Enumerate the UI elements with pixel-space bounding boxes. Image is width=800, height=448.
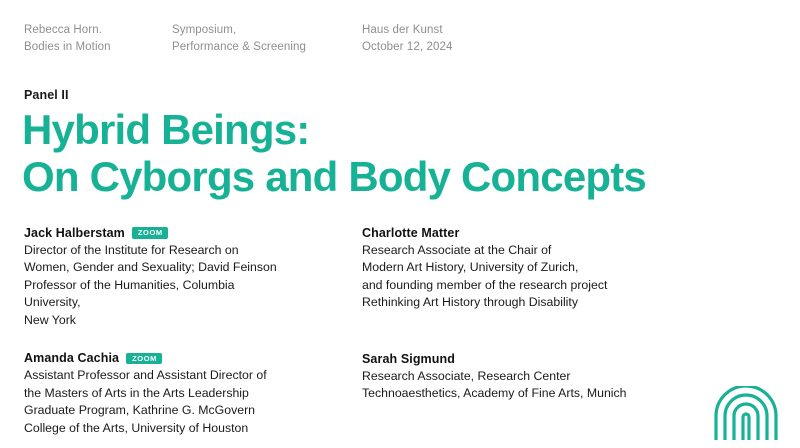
bio-line: and founding member of the research project [362, 277, 608, 292]
bio-line: Modern Art History, University of Zurich, [362, 260, 579, 275]
bio-line: Assistant Professor and Assistant Director of [24, 368, 267, 383]
speaker-bio [362, 368, 762, 403]
meta-event-title [24, 22, 172, 55]
speaker-entry [24, 226, 360, 329]
speaker-name: Sarah Sigmund [362, 351, 455, 366]
panel-label: Panel II [24, 88, 69, 102]
meta-line: Performance & Screening [172, 40, 306, 53]
speaker-name-row [24, 226, 360, 240]
bio-line: Women, Gender and Sexuality; David Feinson [24, 260, 277, 275]
meta-event-format [172, 22, 362, 55]
title-line-1: Hybrid Beings: [22, 106, 310, 153]
speaker-entry [362, 352, 762, 403]
haus-der-kunst-logo-icon [710, 386, 782, 440]
speakers-column-left [24, 226, 360, 437]
bio-line: Graduate Program, Kathrine G. McGovern [24, 403, 256, 418]
meta-line: October 12, 2024 [362, 40, 453, 53]
bio-line: Rethinking Art History through Disability [362, 295, 578, 310]
bio-line: Research Associate, Research Center [362, 368, 571, 383]
speaker-name: Amanda Cachia [24, 351, 120, 366]
bio-line: New York [24, 312, 76, 327]
speaker-name-row [24, 351, 360, 365]
speakers-section [24, 226, 780, 437]
speaker-entry [362, 226, 762, 312]
speakers-column-right [360, 226, 762, 403]
speaker-name: Jack Halberstam [24, 226, 125, 240]
header-meta-row [24, 22, 776, 55]
bio-line: the Masters of Arts in the Arts Leadership [24, 385, 249, 400]
zoom-badge: ZOOM [126, 353, 162, 365]
meta-line: Haus der Kunst [362, 24, 443, 36]
speaker-name: Charlotte Matter [362, 226, 460, 240]
speaker-entry [24, 351, 360, 437]
speaker-bio [24, 242, 360, 329]
speaker-bio [362, 242, 762, 312]
speaker-name-row [362, 226, 762, 240]
bio-line: College of the Arts, University of Houston [24, 420, 249, 435]
bio-line: University, [24, 295, 81, 310]
bio-line: Technoaesthetics, Academy of Fine Arts, Munich [362, 386, 627, 401]
zoom-badge: ZOOM [132, 227, 168, 239]
page-title [22, 106, 790, 200]
speaker-bio [24, 367, 360, 437]
meta-venue-date [362, 22, 562, 55]
meta-line: Symposium, [172, 24, 237, 36]
meta-line: Bodies in Motion [24, 40, 111, 53]
meta-line: Rebecca Horn. [24, 24, 103, 36]
title-line-2: On Cyborgs and Body Concepts [22, 153, 646, 201]
speaker-name-row [362, 352, 762, 366]
column-spacer [362, 334, 762, 352]
bio-line: Professor of the Humanities, Columbia [24, 277, 235, 292]
bio-line: Research Associate at the Chair of [362, 243, 552, 257]
bio-line: Director of the Institute for Research on [24, 243, 239, 257]
